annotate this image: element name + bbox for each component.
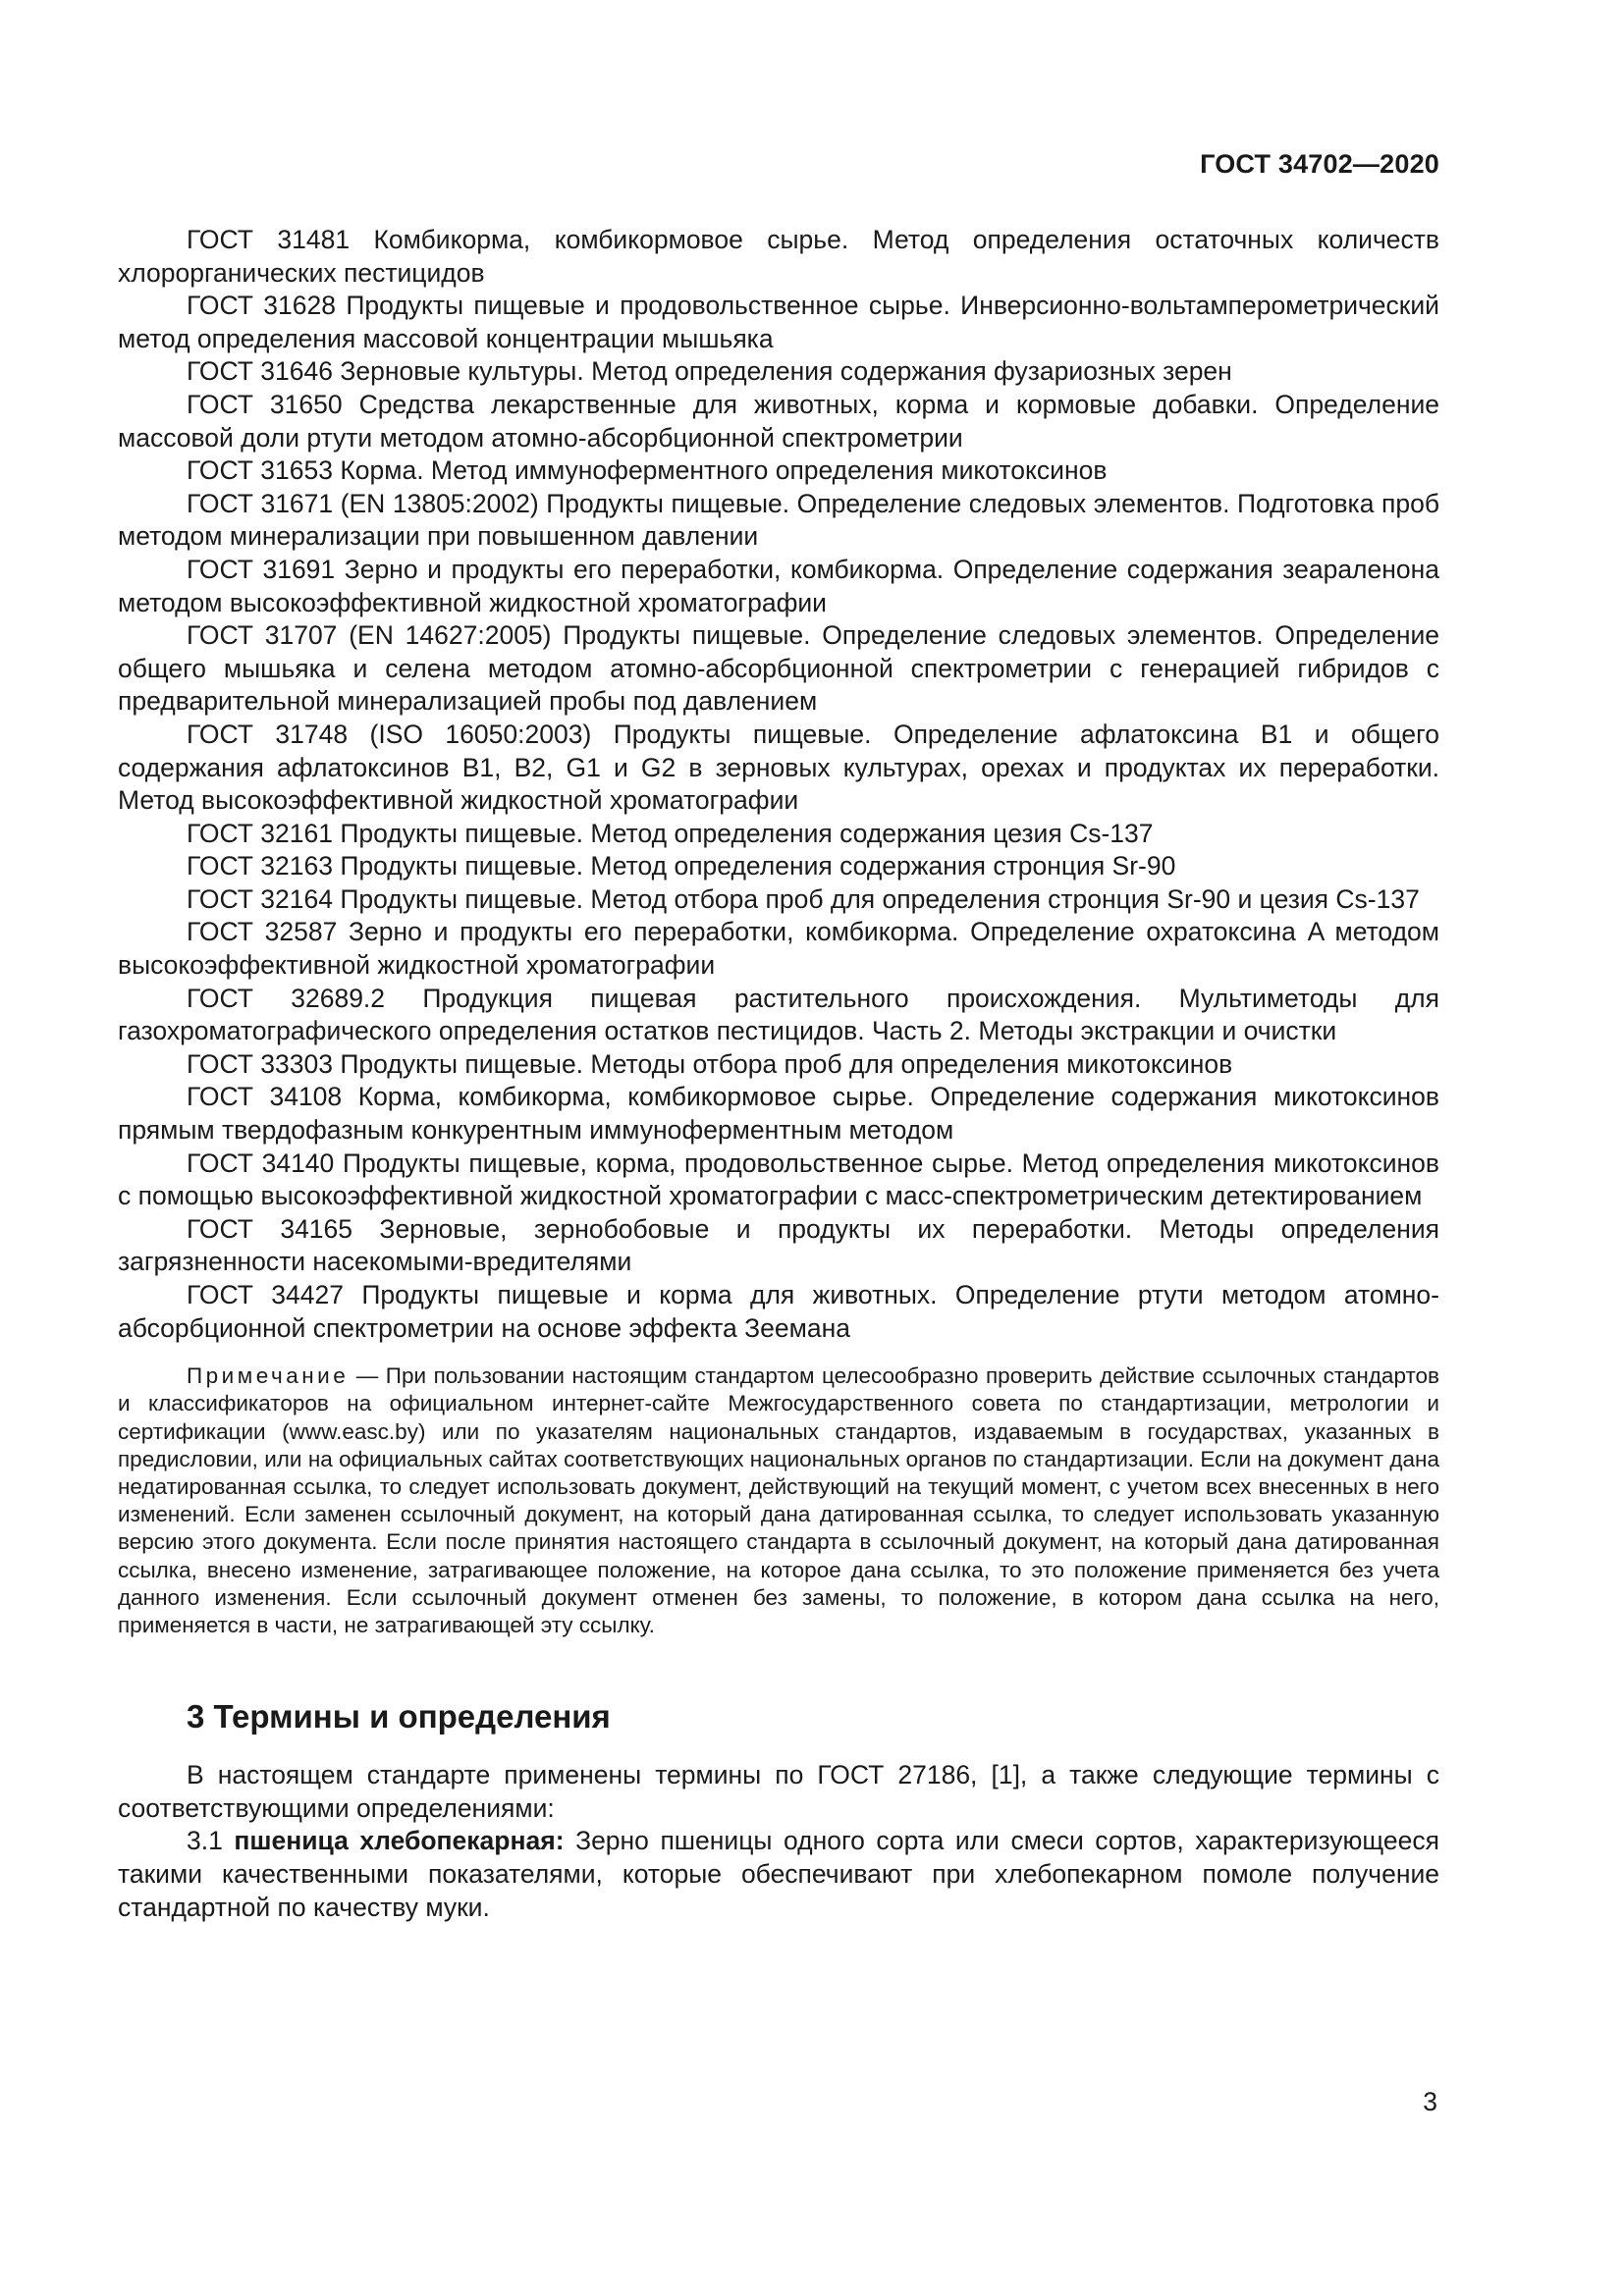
reference-item: ГОСТ 31748 (ISO 16050:2003) Продукты пищевые. Определение афлатоксина B1 и общего содержания афлатоксинов B1, B2, G1 и G2 в зерновых культурах, орехах и продуктах их переработки. Метод высокоэффективной жидкостной хроматографии: [118, 719, 1439, 816]
reference-item: ГОСТ 32161 Продукты пищевые. Метод определения содержания цезия Cs-137: [187, 818, 1154, 848]
reference-item: ГОСТ 32164 Продукты пищевые. Метод отбора проб для определения стронция Sr-90 и цезия Cs-137: [187, 883, 1420, 914]
reference-item: ГОСТ 31646 Зерновые культуры. Метод определения содержания фузариозных зерен: [187, 356, 1232, 387]
reference-item: ГОСТ 31650 Средства лекарственные для животных, корма и кормовые добавки. Определение массовой доли ртути методом атомно-абсорбционной спектрометрии: [118, 389, 1439, 453]
reference-item: ГОСТ 34427 Продукты пищевые и корма для животных. Определение ртути методом атомно-абсорбционной спектрометрии на основе эффекта Зеемана: [118, 1280, 1439, 1343]
term-number: 3.1: [187, 1826, 235, 1856]
reference-item: ГОСТ 31691 Зерно и продукты его переработки, комбикорма. Определение содержания зеараленона методом высокоэффективной жидкостной хроматографии: [118, 554, 1439, 617]
note-paragraph: [118, 1362, 1439, 1639]
reference-item: ГОСТ 31628 Продукты пищевые и продовольственное сырье. Инверсионно-вольтамперометрический метод определения массовой концентрации мышьяка: [118, 291, 1439, 353]
reference-item: ГОСТ 34165 Зерновые, зернобобовые и продукты их переработки. Методы определения загрязненности насекомыми-вредителями: [118, 1213, 1439, 1277]
note-label: Примечание: [187, 1363, 350, 1389]
term-text: Зерно пшеницы одного сорта или смеси сортов, характеризующееся такими качественными показателями, которые обеспечивают при хлебопекарном помоле получение стандартной по качеству муки.: [118, 1826, 1439, 1922]
page-number: 3: [1423, 2087, 1437, 2116]
reference-item: ГОСТ 31671 (EN 13805:2002) Продукты пищевые. Определение следовых элементов. Подготовка проб методом минерализации при повышенном давлении: [118, 488, 1439, 552]
note-text: — При пользовании настоящим стандартом целесообразно проверить действие ссылочных стандартов и классификаторов на официальном интернет-сайте Межгосударственного совета по стандартизации, метрологии и сертификации (www.easc.by) или по указателям национальных стандартов, издаваемым в государствах, указанных в предисловии, или на официальных сайтах соответствующих национальных органов по стандартизации. Если на документ дана недатированная ссылка, то следует использовать документ, действующий на текущий момент, с учетом всех внесенных в него изменений. Если заменен ссылочный документ, на который дана датированная ссылка, то следует использовать указанную версию этого документа. Если после принятия настоящего стандарта в ссылочный документ, на который дана датированная ссылка, внесено изменение, затрагивающее положение, на которое дана ссылка, то это положение применяется без учета данного изменения. Если ссылочный документ отменен без замены, то положение, в котором дана ссылка на него, применяется в части, не затрагивающей эту ссылку.: [118, 1363, 1439, 1638]
reference-item: ГОСТ 34108 Корма, комбикорма, комбикормовое сырье. Определение содержания микотоксинов прямым твердофазным конкурентным иммуноферментным методом: [118, 1082, 1439, 1146]
page-content: [118, 224, 1439, 1924]
reference-item: ГОСТ 32689.2 Продукция пищевая растительного происхождения. Мультиметоды для газохроматографического определения остатков пестицидов. Часть 2. Методы экстракции и очистки: [118, 983, 1439, 1046]
reference-item: ГОСТ 31481 Комбикорма, комбикормовое сырье. Метод определения остаточных количеств хлорорганических пестицидов: [118, 225, 1439, 288]
running-header: ГОСТ 34702—2020: [1200, 149, 1439, 179]
reference-item: ГОСТ 31707 (EN 14627:2005) Продукты пищевые. Определение следовых элементов. Определение общего мышьяка и селена методом атомно-абсорбционной спектрометрии с генерацией гибридов с предварительной минерализацией пробы под давлением: [118, 620, 1439, 717]
reference-item: ГОСТ 32587 Зерно и продукты его переработки, комбикорма. Определение охратоксина A методом высокоэффективной жидкостной хроматографии: [118, 917, 1439, 981]
term-definition: [118, 1825, 1439, 1924]
section-intro: В настоящем стандарте применены термины по ГОСТ 27186, [1], а также следующие термины с соответствующими определениями:: [118, 1760, 1439, 1823]
normative-references-list: [118, 224, 1439, 1345]
section-heading: 3 Термины и определения: [187, 1698, 611, 1735]
reference-item: ГОСТ 34140 Продукты пищевые, корма, продовольственное сырье. Метод определения микотоксинов с помощью высокоэффективной жидкостной хроматографии с масс-спектрометрическим детектированием: [118, 1148, 1439, 1211]
reference-item: ГОСТ 31653 Корма. Метод иммуноферментного определения микотоксинов: [187, 455, 1108, 486]
term-name: пшеница хлебопекарная:: [234, 1826, 565, 1856]
reference-item: ГОСТ 32163 Продукты пищевые. Метод определения содержания стронция Sr-90: [187, 851, 1176, 881]
reference-item: ГОСТ 33303 Продукты пищевые. Методы отбора проб для определения микотоксинов: [187, 1048, 1233, 1079]
